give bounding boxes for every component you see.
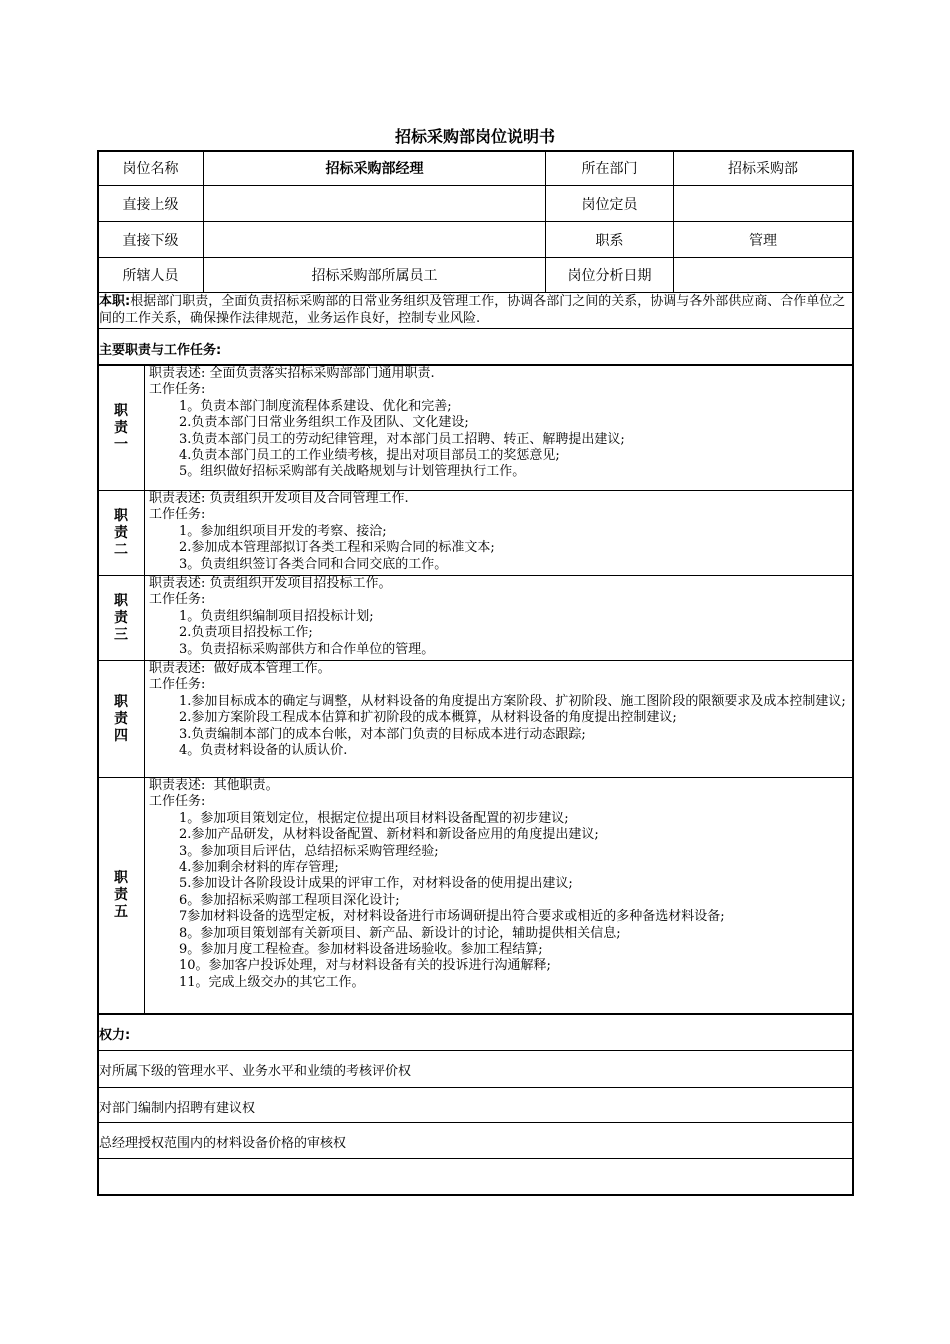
duty-content-3 bbox=[149, 576, 849, 658]
duties-section-title: 主要职责与工作任务: bbox=[99, 343, 222, 358]
duty-4-task: 3.负责编制本部门的成本台帐，对本部门负责的目标成本进行动态跟踪; bbox=[179, 726, 586, 742]
header-value-job-family: 管理 bbox=[749, 232, 777, 249]
header-value-position-name: 招标采购部经理 bbox=[325, 161, 424, 177]
duty-3-task: 1。负责组织编制项目招投标计划; bbox=[179, 608, 374, 624]
header-value-direct-superior bbox=[204, 186, 545, 221]
duty-1-tasks-label: 工作任务: bbox=[149, 382, 206, 398]
duty-3-task: 3。负责招标采购部供方和合作单位的管理。 bbox=[179, 641, 435, 657]
duty-1-statement: 职责表述: 全面负责落实招标采购部部门通用职责. bbox=[149, 366, 435, 381]
header-label-direct-superior: 直接上级 bbox=[122, 196, 179, 213]
duty-5-task: 1。参加项目策划定位，根据定位提出项目材料设备配置的初步建议; bbox=[179, 810, 569, 826]
duty-label-3: 职责三 bbox=[114, 592, 128, 643]
duty-1-task: 3.负责本部门员工的劳动纪律管理，对本部门员工招聘、转正、解聘提出建议; bbox=[179, 431, 625, 447]
duty-5-task: 8。参加项目策划部有关新项目、新产品、新设计的讨论，辅助提供相关信息; bbox=[179, 925, 621, 941]
duty-content-4 bbox=[149, 661, 849, 759]
duty-2-tasks-label: 工作任务: bbox=[149, 507, 206, 523]
duty-1-task: 2.负责本部门日常业务组织工作及团队、文化建设; bbox=[179, 415, 469, 431]
job-summary-label: 本职: bbox=[99, 294, 131, 309]
duty-5-task: 2.参加产品研发，从材料设备配置、新材料和新设备应用的角度提出建议; bbox=[179, 827, 599, 843]
header-label-position-name: 岗位名称 bbox=[122, 161, 179, 177]
duty-2-task: 2.参加成本管理部拟订各类工程和采购合同的标准文本; bbox=[179, 540, 495, 556]
header-value-direct-subordinate bbox=[204, 222, 545, 257]
powers-section-title: 权力: bbox=[99, 1028, 131, 1043]
job-summary bbox=[99, 293, 851, 327]
duty-content-1 bbox=[149, 366, 849, 481]
job-summary-text: 根据部门职责，全面负责招标采购部的日常业务组织及管理工作，协调各部门之间的关系，协调与各外部供应商、合作单位之间的工作关系，确保操作法律规范，业务运作良好，控制专业风险. bbox=[99, 294, 846, 326]
header-label-job-family: 职系 bbox=[595, 232, 624, 249]
power-item: 对所属下级的管理水平、业务水平和业绩的考核评价权 bbox=[99, 1064, 412, 1079]
header-label-headcount: 岗位定员 bbox=[581, 196, 638, 213]
header-value-headcount bbox=[674, 186, 852, 221]
duty-1-task: 1。负责本部门制度流程体系建设、优化和完善; bbox=[179, 398, 452, 414]
power-item: 对部门编制内招聘有建议权 bbox=[99, 1101, 256, 1116]
header-label-department: 所在部门 bbox=[581, 161, 638, 177]
duty-4-task: 2.参加方案阶段工程成本估算和扩初阶段的成本概算，从材料设备的角度提出控制建议; bbox=[179, 710, 677, 726]
duty-content-2 bbox=[149, 491, 849, 573]
duty-5-task: 5.参加设计各阶段设计成果的评审工作，对材料设备的使用提出建议; bbox=[179, 876, 573, 892]
header-value-staff: 招标采购部所属员工 bbox=[311, 268, 438, 284]
duty-2-task: 1。参加组织项目开发的考察、接洽; bbox=[179, 523, 387, 539]
duty-3-tasks-label: 工作任务: bbox=[149, 592, 206, 608]
duty-5-task: 7参加材料设备的选型定板，对材料设备进行市场调研提出符合要求或相近的多种备选材料设备; bbox=[179, 909, 725, 925]
duty-content-5 bbox=[149, 778, 849, 991]
duty-4-tasks-label: 工作任务: bbox=[149, 677, 206, 693]
header-label-staff: 所辖人员 bbox=[122, 268, 179, 284]
duty-5-task: 11。完成上级交办的其它工作。 bbox=[179, 974, 365, 990]
duty-label-5: 职责五 bbox=[114, 870, 128, 920]
duty-4-task: 1.参加目标成本的确定与调整，从材料设备的角度提出方案阶段、扩初阶段、施工图阶段的限额要求及成本控制建议; bbox=[179, 693, 846, 709]
header-value-department: 招标采购部 bbox=[728, 161, 798, 177]
duty-label-4: 职责四 bbox=[114, 693, 128, 744]
duty-1-task: 5。组织做好招标采购部有关战略规划与计划管理执行工作。 bbox=[179, 464, 526, 480]
duty-3-statement: 职责表述: 负责组织开发项目招投标工作。 bbox=[149, 576, 392, 591]
duty-2-statement: 职责表述: 负责组织开发项目及合同管理工作. bbox=[149, 491, 409, 506]
duty-4-task: 4。负责材料设备的认质认价. bbox=[179, 743, 348, 759]
duty-5-task: 3。参加项目后评估，总结招标采购管理经验; bbox=[179, 843, 439, 859]
power-item: 总经理授权范围内的材料设备价格的审核权 bbox=[99, 1136, 347, 1151]
duty-3-task: 2.负责项目招投标工作; bbox=[179, 625, 313, 641]
duty-5-task: 9。参加月度工程检查。参加材料设备进场验收。参加工程结算; bbox=[179, 942, 543, 958]
header-label-analysis-date: 岗位分析日期 bbox=[567, 268, 652, 284]
duty-1-task: 4.负责本部门员工的工作业绩考核，提出对项目部员工的奖惩意见; bbox=[179, 448, 560, 464]
duty-5-tasks-label: 工作任务: bbox=[149, 794, 206, 810]
duty-5-task: 10。参加客户投诉处理，对与材料设备有关的投诉进行沟通解释; bbox=[179, 958, 551, 974]
duty-4-statement: 职责表述: 做好成本管理工作。 bbox=[149, 661, 331, 676]
duty-2-task: 3。负责组织签订各类合同和合同交底的工作。 bbox=[179, 556, 448, 572]
duty-5-statement: 职责表述: 其他职责。 bbox=[149, 778, 279, 793]
duty-label-1: 职责一 bbox=[114, 402, 128, 453]
duty-5-task: 6。参加招标采购部工程项目深化设计; bbox=[179, 892, 400, 908]
duty-5-task: 4.参加剩余材料的库存管理; bbox=[179, 860, 339, 876]
header-value-analysis-date bbox=[674, 258, 852, 292]
duty-label-2: 职责二 bbox=[114, 507, 128, 558]
document-title: 招标采购部岗位说明书 bbox=[394, 127, 555, 146]
header-label-direct-subordinate: 直接下级 bbox=[122, 232, 179, 249]
